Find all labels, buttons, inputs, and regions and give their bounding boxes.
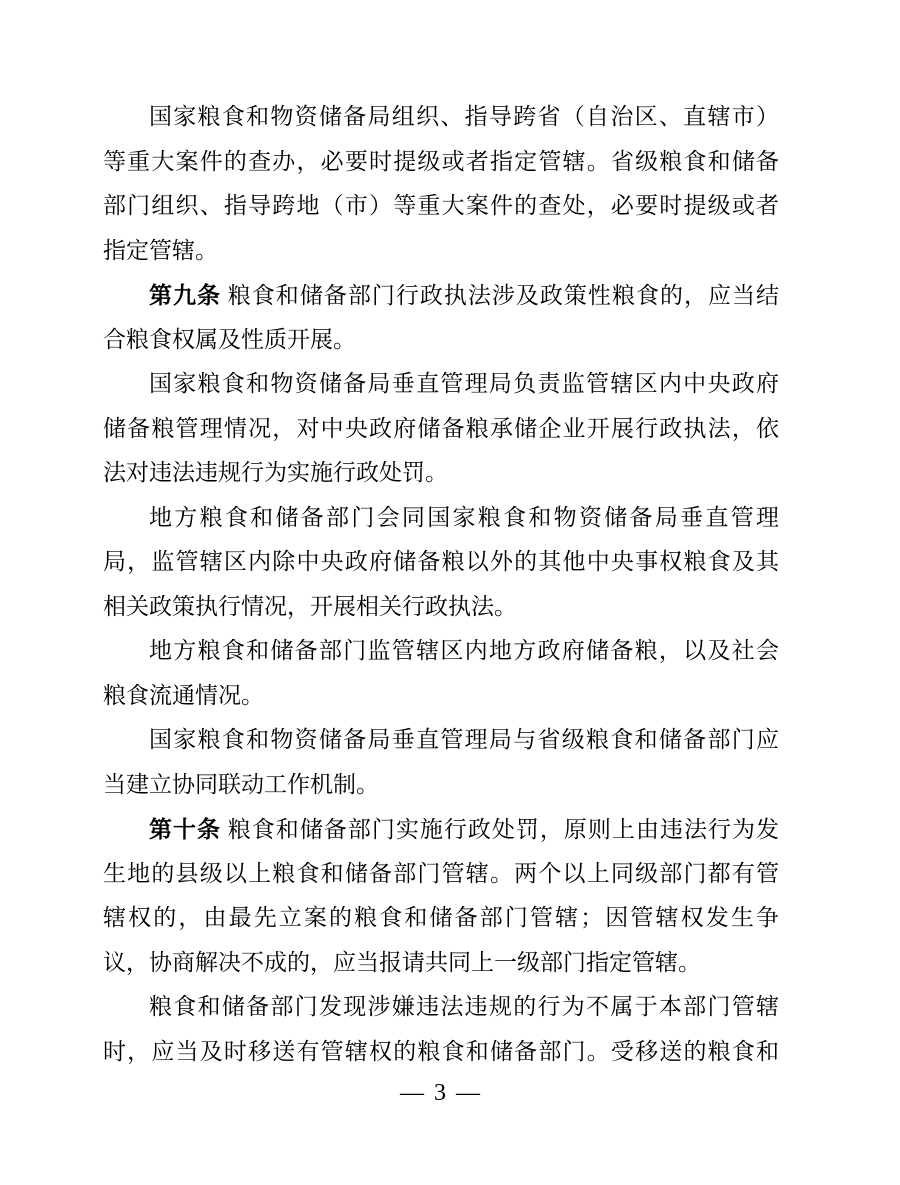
text-line: 粮食和储备部门发现涉嫌违法违规的行为不属于本部门管辖 (149, 994, 779, 1019)
text-line: 局，监管辖区内除中央政府储备粮以外的其他中央事权粮食及其 (103, 549, 779, 574)
text-line: 法对违法违规行为实施行政处罚。 (103, 460, 448, 485)
text-line: 粮食流通情况。 (103, 682, 264, 708)
text-line: 地方粮食和储备部门会同国家粮食和物资储备局垂直管理 (149, 504, 779, 530)
article-number: 第九条 (149, 282, 222, 308)
text-line: 生地的县级以上粮食和储备部门管辖。两个以上同级部门都有管 (103, 860, 779, 886)
text-line: 时，应当及时移送有管辖权的粮食和储备部门。受移送的粮食和 (103, 1038, 779, 1064)
text-line: 等重大案件的查办，必要时提级或者指定管辖。省级粮食和储备 (103, 148, 779, 174)
document-body (103, 95, 779, 1074)
text-line: 第九条 粮食和储备部门行政执法涉及政策性粮食的，应当结 (149, 282, 779, 308)
text-line: 地方粮食和储备部门监管辖区内地方政府储备粮，以及社会 (149, 638, 779, 663)
text-line: 第十条 粮食和储备部门实施行政处罚，原则上由违法行为发 (149, 816, 779, 842)
text-line: 国家粮食和物资储备局垂直管理局与省级粮食和储备部门应 (149, 727, 779, 752)
text-line: 合粮食权属及性质开展。 (103, 326, 356, 352)
text-line: 辖权的，由最先立案的粮食和储备部门管辖；因管辖权发生争 (103, 905, 779, 930)
text-line: 部门组织、指导跨地（市）等重大案件的查处，必要时提级或者 (103, 193, 779, 218)
text-line: 当建立协同联动工作机制。 (103, 771, 379, 797)
text-line: 国家粮食和物资储备局组织、指导跨省（自治区、直辖市） (149, 104, 779, 129)
text-line: 相关政策执行情况，开展相关行政执法。 (103, 593, 517, 619)
page-number: — 3 — (400, 1080, 482, 1106)
article-number: 第十条 (149, 816, 222, 842)
text-line: 国家粮食和物资储备局垂直管理局负责监管辖区内中央政府 (149, 371, 779, 396)
text-line: 储备粮管理情况，对中央政府储备粮承储企业开展行政执法，依 (103, 415, 779, 441)
text-line: 议，协商解决不成的，应当报请共同上一级部门指定管辖。 (103, 949, 701, 975)
text-line: 指定管辖。 (103, 237, 218, 263)
